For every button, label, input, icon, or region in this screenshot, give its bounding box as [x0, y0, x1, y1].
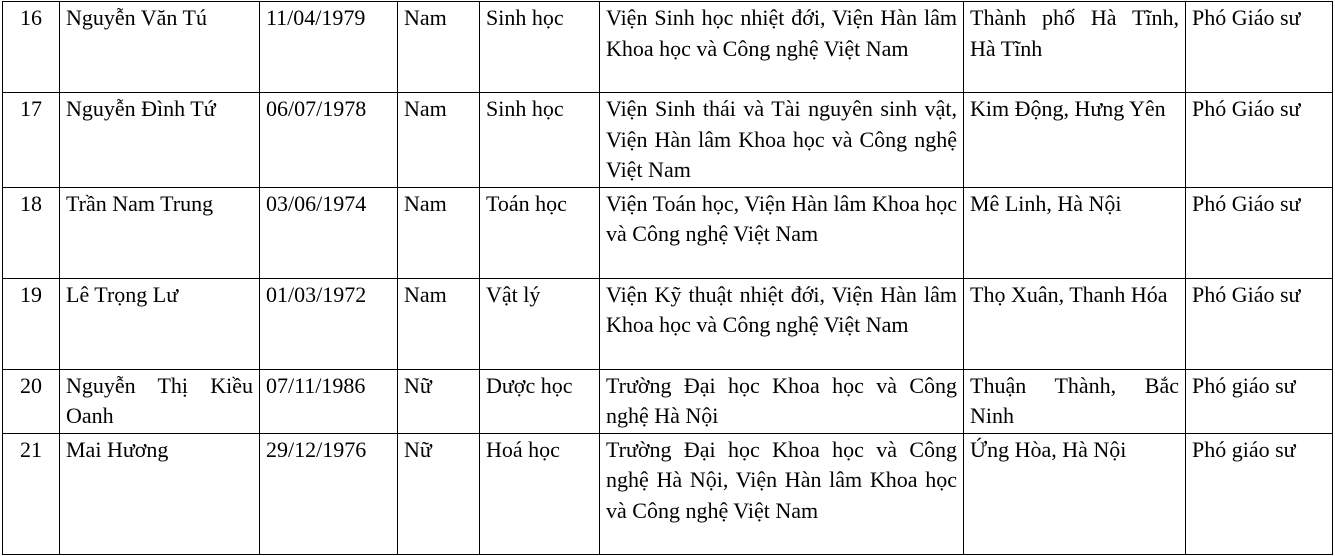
- row-number: 18: [3, 187, 60, 278]
- workplace: Trường Đại học Khoa học và Công nghệ Hà Nội: [600, 369, 964, 433]
- workplace: Viện Kỹ thuật nhiệt đới, Viện Hàn lâm Khoa học và Công nghệ Việt Nam: [600, 278, 964, 369]
- row-number: 20: [3, 369, 60, 433]
- full-name: Lê Trọng Lư: [60, 278, 260, 369]
- workplace: Trường Đại học Khoa học và Công nghệ Hà Nội, Viện Hàn lâm Khoa học và Công nghệ Việt Nam: [600, 433, 964, 554]
- academic-title: Phó Giáo sư: [1186, 93, 1333, 188]
- academic-title: Phó Giáo sư: [1186, 2, 1333, 93]
- field: Vật lý: [480, 278, 600, 369]
- row-number: 19: [3, 278, 60, 369]
- full-name: Trần Nam Trung: [60, 187, 260, 278]
- row-number: 16: [3, 2, 60, 93]
- date-of-birth: 29/12/1976: [260, 433, 398, 554]
- hometown: Kim Động, Hưng Yên: [964, 93, 1186, 188]
- gender: Nam: [398, 187, 480, 278]
- hometown: Thành phố Hà Tĩnh, Hà Tĩnh: [964, 2, 1186, 93]
- gender: Nam: [398, 278, 480, 369]
- academic-title: Phó Giáo sư: [1186, 187, 1333, 278]
- hometown: Ứng Hòa, Hà Nội: [964, 433, 1186, 554]
- gender: Nữ: [398, 433, 480, 554]
- table-row: [3, 2, 1333, 93]
- full-name: Mai Hương: [60, 433, 260, 554]
- workplace: Viện Toán học, Viện Hàn lâm Khoa học và Công nghệ Việt Nam: [600, 187, 964, 278]
- field: Sinh học: [480, 93, 600, 188]
- date-of-birth: 07/11/1986: [260, 369, 398, 433]
- academic-title: Phó giáo sư: [1186, 369, 1333, 433]
- table-row: [3, 187, 1333, 278]
- hometown: Thuận Thành, Bắc Ninh: [964, 369, 1186, 433]
- hometown: Thọ Xuân, Thanh Hóa: [964, 278, 1186, 369]
- date-of-birth: 06/07/1978: [260, 93, 398, 188]
- workplace: Viện Sinh thái và Tài nguyên sinh vật, Viện Hàn lâm Khoa học và Công nghệ Việt Nam: [600, 93, 964, 188]
- field: Hoá học: [480, 433, 600, 554]
- table-row: [3, 278, 1333, 369]
- field: Dược học: [480, 369, 600, 433]
- full-name: Nguyễn Đình Tứ: [60, 93, 260, 188]
- date-of-birth: 03/06/1974: [260, 187, 398, 278]
- row-number: 17: [3, 93, 60, 188]
- professor-list-table: [2, 1, 1333, 555]
- academic-title: Phó Giáo sư: [1186, 278, 1333, 369]
- table-row: [3, 93, 1333, 188]
- table-row: [3, 369, 1333, 433]
- full-name: Nguyễn Thị Kiều Oanh: [60, 369, 260, 433]
- gender: Nam: [398, 2, 480, 93]
- row-number: 21: [3, 433, 60, 554]
- academic-title: Phó giáo sư: [1186, 433, 1333, 554]
- gender: Nữ: [398, 369, 480, 433]
- field: Toán học: [480, 187, 600, 278]
- field: Sinh học: [480, 2, 600, 93]
- gender: Nam: [398, 93, 480, 188]
- full-name: Nguyễn Văn Tú: [60, 2, 260, 93]
- date-of-birth: 01/03/1972: [260, 278, 398, 369]
- hometown: Mê Linh, Hà Nội: [964, 187, 1186, 278]
- workplace: Viện Sinh học nhiệt đới, Viện Hàn lâm Khoa học và Công nghệ Việt Nam: [600, 2, 964, 93]
- table-row: [3, 433, 1333, 554]
- date-of-birth: 11/04/1979: [260, 2, 398, 93]
